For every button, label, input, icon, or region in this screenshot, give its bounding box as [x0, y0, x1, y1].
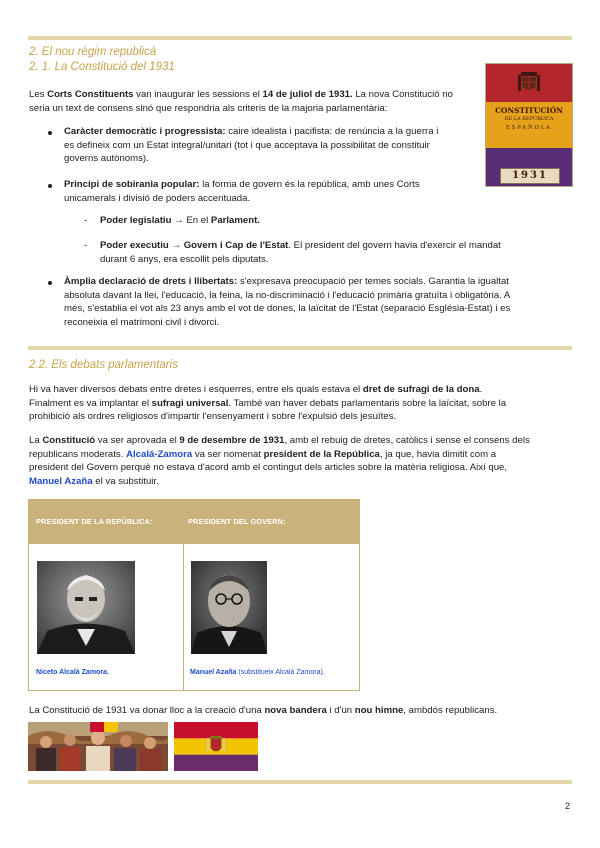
constitution-cover-image: CONSTITUCIÓN DE LA REPÚBLICA ESPAÑOLA 1931 — [485, 63, 573, 187]
section-subheading: 2. 1. La Constitució del 1931 — [29, 61, 175, 73]
bullet-marker — [48, 131, 52, 135]
bullet-rights: Àmplia declaració de drets i llibertats: s'expresava preocupació per temes socials. Garantia la igualtat absoluta davant la llei, l'educació, la feina, la no-discriminació i l'educació primària gratuïta i obligatòria. A més, s'establia el vot als 23 anys amb el vot de dones, la laïcitat de l'Estat (separació Església-Estat) i es reconeixia el matrimoni civil i divorci. — [64, 276, 511, 328]
dash-marker: - — [84, 215, 88, 226]
section-heading: 2.2. Els debats parlamentaris — [29, 359, 178, 371]
top-rule — [28, 36, 572, 40]
approval-paragraph: La Constitució va ser aprovada el 9 de desembre de 1931, amb el rebuig de dretes, catòlics i sense el consens dels republicans moderats. Alcalá-Zamora va ser nomenat president de la República, ja que, havia dimitit com a president del Govern perquè no estava d'acord amb el contingut dels articles sobre la matèria religiosa. Així que, Manuel Azaña el va substituir. — [29, 435, 530, 487]
bullet-marker — [48, 281, 52, 285]
subitem-executive: Poder executiu → Govern i Cap de l'Estat. El president del govern havia d'exercir el mandat durant 6 anys, era escollit pels diputats. — [100, 240, 501, 265]
dash-marker: - — [84, 240, 88, 251]
manuel-azana-photo — [191, 561, 267, 654]
republic-painting-image — [28, 722, 168, 771]
subitem-legislative: Poder legislatiu → En el Parlament. — [100, 215, 260, 226]
section-heading: 2. El nou règim republicà — [29, 46, 157, 58]
inauguration-date: 14 de juliol de 1931. — [262, 89, 353, 100]
alcala-zamora-link[interactable]: Alcalá-Zamora — [126, 448, 193, 460]
niceto-alcala-zamora-photo — [37, 561, 135, 654]
republican-flag-image — [174, 722, 258, 771]
header-president-government: PRESIDENT DEL GOVERN: — [188, 517, 286, 526]
header-president-republic: PRESIDENT DE LA REPÚBLICA: — [36, 517, 153, 526]
page-number: 2 — [565, 801, 571, 811]
symbols-paragraph: La Constitució de 1931 va donar lloc a la creació d'una nova bandera i d'un nou himne, ambdós republicans. — [29, 705, 498, 716]
section-rule — [28, 346, 572, 350]
bullet-democratic: Caràcter democràtic i progressista: caire idealista i pacifista: de renúncia a la guerra i es defineix com un Estat integral/unitari (tot i que acceptava la possibilitat de constituir governs autònoms). — [64, 126, 439, 165]
debates-paragraph: Hi va haver diversos debats entre dretes i esquerres, entre els quals estava el dret de sufragi de la dona. Finalment es va implantar el sufragi universal. També van haver debats parlamentaris sobre la laïcitat, sobre la prohibició als ordres religiosos d'impartir l'ensenyament i sobre l'expulsió dels jesuïtes. — [29, 384, 507, 423]
bullet-sovereignty: Principi de sobirania popular: la forma de govern és la república, amb unes Corts unicamerals i divisió de poders accentuada. — [64, 179, 420, 204]
caption-alcala-zamora: Niceto Alcalà Zamora. — [36, 669, 109, 676]
intro-paragraph: Les Corts Constituents van inaugurar les sessions el 14 de juliol de 1931. La nova Constitució no seria un text de consens sinó que respondria als criteris de la majoria parlamentària: — [29, 89, 453, 114]
manuel-azana-link[interactable]: Manuel Azaña — [29, 475, 93, 487]
corts-constituents: Corts Constituents — [47, 89, 134, 100]
bullet-marker — [48, 184, 52, 188]
presidents-table — [28, 499, 360, 691]
coat-of-arms-icon — [517, 70, 541, 96]
caption-manuel-azana: Manuel Azaña (substitueix Alcalá Zamora). — [190, 669, 325, 676]
bottom-rule — [28, 780, 572, 784]
